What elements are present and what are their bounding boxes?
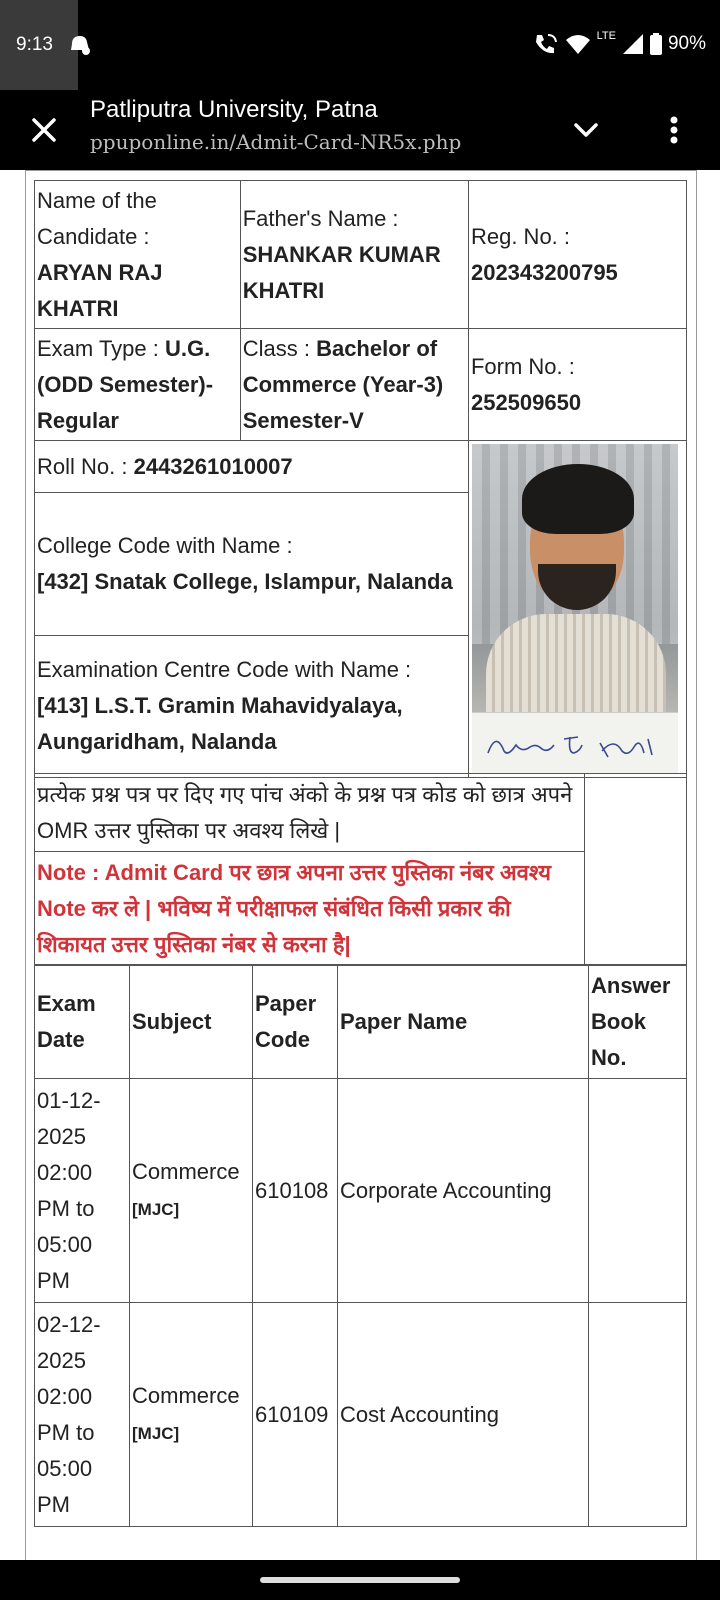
header-paper-code: Paper Code [253,965,338,1079]
subject-tag: [MJC] [132,1423,180,1443]
centre-cell [35,635,469,777]
cell-paper-name: Corporate Accounting [338,1079,589,1303]
form-label: Form No. : [470,353,575,379]
table-row [35,1303,687,1527]
exam-type-cell [35,329,241,441]
father-name: SHANKAR KUMAR KHATRI [242,241,441,303]
cell-answer-book [589,1079,687,1303]
exam-type-label: Exam Type : [37,335,165,361]
reg-number: 202343200795 [470,259,618,285]
more-vert-icon[interactable] [656,112,692,148]
note-cell [35,852,585,966]
exam-schedule-table [34,964,687,1527]
cell-paper-code: 610108 [253,1079,338,1303]
custom-tab-toolbar [0,90,720,170]
father-label: Father's Name : [242,205,399,231]
note-text: Note : Admit Card पर छात्र अपना उत्तर पुस्तिका नंबर अवश्य Note कर ले | भविष्य में परीक्षाफल संबंधित किसी प्रकार की शिकायत उत्तर पुस्तिका नंबर से करना है| [37,859,552,957]
candidate-name: ARYAN RAJ KHATRI [37,259,163,321]
wifi-calling-icon [533,32,559,56]
cell-answer-book [589,1303,687,1527]
cell-paper-code: 610109 [253,1303,338,1527]
header-paper-name: Paper Name [338,965,589,1079]
class-cell [240,329,468,441]
header-subject: Subject [130,965,253,1079]
instructions-table [34,773,687,966]
exam-type-value: U.G. (ODD Semester)-Regular [37,335,214,433]
candidate-signature [472,712,678,774]
instruction-blank-cell [585,774,687,966]
instruction-cell [35,774,585,852]
subject-name: Commerce [132,1158,240,1184]
status-bar [0,0,720,90]
roll-number: 2443261010007 [133,453,293,479]
photo-cell [468,441,686,778]
reg-cell [468,181,686,329]
reg-label: Reg. No. : [470,223,571,249]
roll-cell [35,441,469,493]
close-icon[interactable] [24,110,64,150]
web-content [0,170,720,1560]
roll-label: Roll No. : [37,453,134,479]
wifi-icon [565,33,591,55]
college-cell [35,493,469,635]
class-value: Bachelor of Commerce (Year-3) Semester-V [242,335,444,433]
college-value: [432] Snatak College, Islampur, Nalanda [37,568,453,594]
centre-label: Examination Centre Code with Name : [37,657,412,683]
candidate-label: Name of the Candidate : [37,187,157,249]
home-gesture-handle[interactable] [260,1577,460,1583]
chevron-down-icon[interactable] [568,112,604,148]
cell-paper-name: Cost Accounting [338,1303,589,1527]
subject-name: Commerce [132,1382,240,1408]
header-exam-date: Exam Date [35,965,130,1079]
instruction-text: प्रत्येक प्रश्न पत्र पर दिए गए पांच अंको के प्रश्न पत्र कोड को छात्र अपने OMR उत्तर पुस्तिका पर अवश्य लिखे | [37,781,573,843]
cell-exam-date: 02-12-2025 02:00 PM to 05:00 PM [35,1303,130,1527]
candidate-cell [35,181,241,329]
table-header-row [35,965,687,1079]
candidate-photo [472,444,678,774]
college-label: College Code with Name : [37,532,293,558]
cell-exam-date: 01-12-2025 02:00 PM to 05:00 PM [35,1079,130,1303]
cell-subject [130,1303,253,1527]
header-answer-book: Answer Book No. [589,965,687,1079]
father-cell [240,181,468,329]
centre-value: [413] L.S.T. Gramin Mahavidyalaya, Aungaridham, Nalanda [37,693,403,755]
class-label: Class : [242,335,317,361]
subject-tag: [MJC] [132,1199,180,1219]
network-type: LTE [596,30,616,42]
notification-icon [66,30,94,58]
status-time: 9:13 [16,34,53,55]
candidate-info-table [34,180,687,778]
form-number: 252509650 [470,389,582,415]
form-cell [468,329,686,441]
table-row [35,1079,687,1303]
navigation-bar [0,1560,720,1600]
page-url[interactable]: ppuponline.in/Admit-Card-NR5x.php [90,130,462,154]
battery-percent: 90% [667,33,706,54]
page-title: Patliputra University, Patna [90,96,378,123]
signal-icon [622,33,644,55]
battery-icon [650,33,662,55]
admit-card [25,170,697,1560]
heading-divider [26,170,696,171]
cell-subject [130,1079,253,1303]
